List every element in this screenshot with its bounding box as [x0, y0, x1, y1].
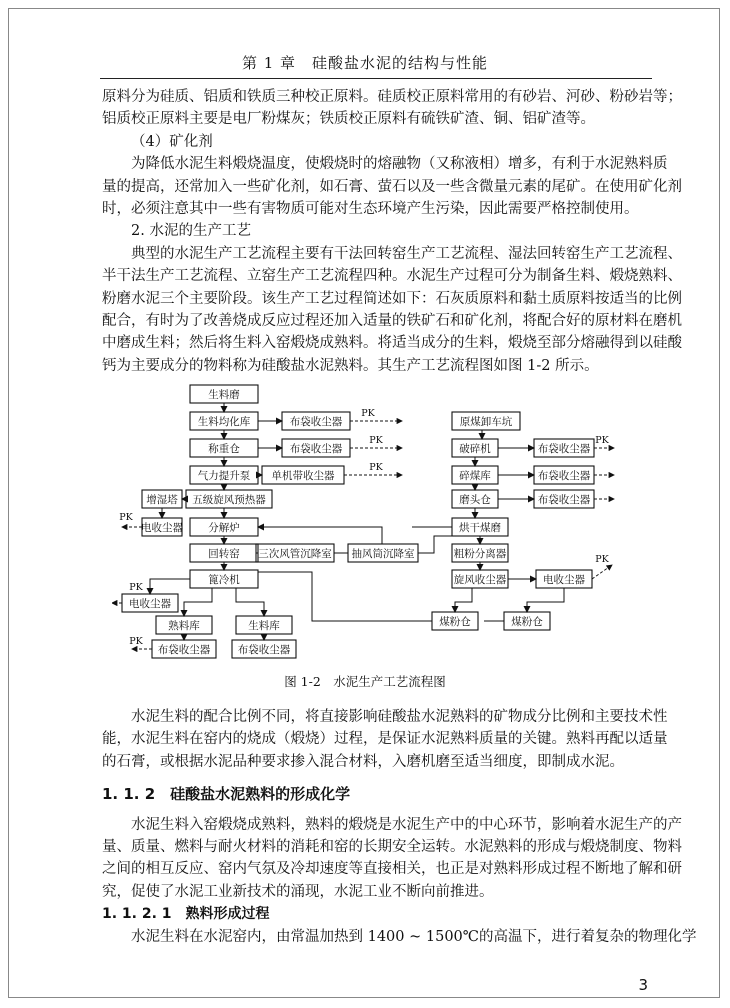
- label-bag-filter-clinker: 布袋收尘器: [157, 644, 211, 656]
- section-heading-mineralizer: （4）矿化剂: [131, 133, 213, 150]
- process-flow-diagram: [112, 380, 617, 660]
- section-heading-1-1-2-1: 1. 1. 2. 1 熟料形成过程: [102, 906, 270, 923]
- pk-label: PK: [129, 582, 143, 593]
- label-pneumatic-pump: 气力提升泵: [197, 470, 251, 482]
- label-rotary-kiln: 回转窑: [208, 548, 240, 560]
- label-bag-filter-mill-head: 布袋收尘器: [537, 494, 591, 506]
- text-line: 究，促使了水泥工业新技术的涌现，水泥工业不断向前推进。: [102, 883, 494, 900]
- label-bag-filter-coal-silo: 布袋收尘器: [537, 470, 591, 482]
- label-crusher: 破碎机: [459, 443, 491, 455]
- page-number: 3: [638, 976, 648, 994]
- text-line: 量的提高，还常加入一些矿化剂，如石膏、萤石以及一些含微量元素的尾矿。在使用矿化剂: [102, 178, 682, 195]
- pk-label: PK: [369, 462, 383, 473]
- label-bag-filter-2: 布袋收尘器: [289, 443, 343, 455]
- text-line: 中磨成生料；然后将生料入窑煅烧成熟料。将适当成分的生料，煅烧至部分熔融得到以硅酸: [102, 335, 682, 352]
- label-raw-meal-silo: 生料库: [248, 620, 280, 632]
- figure-caption: 图 1-2 水泥生产工艺流程图: [284, 674, 446, 689]
- section-heading-process: 2. 水泥的生产工艺: [131, 223, 251, 240]
- text-line: 水泥生料的配合比例不同，将直接影响硅酸盐水泥熟料的矿物成分比例和主要技术性: [131, 709, 668, 725]
- label-esp-left: 电收尘器: [141, 522, 183, 534]
- text-line: 铝质校正原料主要是电厂粉煤灰；铁质校正原料有硫铁矿渣、铜、铝矿渣等。: [102, 111, 595, 128]
- label-homogenizing-silo: 生料均化库: [197, 416, 251, 428]
- pk-label: PK: [119, 512, 133, 523]
- label-coal-bin-1: 煤粉仓: [439, 616, 471, 628]
- label-bag-filter-crusher: 布袋收尘器: [537, 443, 591, 455]
- label-unit-filter: 单机带收尘器: [271, 470, 335, 482]
- text-line: 半干法生产工艺流程、立窑生产工艺流程四种。水泥生产过程可分为制备生料、煅烧熟料、: [102, 268, 682, 285]
- text-line: 水泥生料入窑煅烧成熟料，熟料的煅烧是水泥生产中的中心环节，影响着水泥生产的产: [131, 816, 682, 833]
- label-mill-head-bin: 磨头仓: [459, 494, 491, 506]
- text-line: 配合，有时为了改善烧成反应过程还加入适量的铁矿石和矿化剂，将配合好的原材料在磨机: [102, 313, 682, 330]
- running-head: 第 1 章 硅酸盐水泥的结构与性能: [241, 54, 489, 72]
- text-line: 时，必须注意其中一些有害物质可能对生态环境产生污染，因此需要严格控制使用。: [102, 201, 639, 218]
- text-line: 的石膏，或根据水泥品种要求掺入混合材料，入磨机磨至适当细度，即制成水泥。: [102, 753, 624, 770]
- label-humidifier: 增湿塔: [146, 494, 178, 506]
- label-tertiary-duct-chamber: 三次风管沉降室: [258, 548, 332, 560]
- label-classifier: 粗粉分离器: [453, 548, 507, 560]
- section-heading-1-1-2: 1. 1. 2 硅酸盐水泥熟料的形成化学: [102, 785, 351, 804]
- label-clinker-silo: 熟料库: [168, 620, 200, 632]
- label-bag-filter-1: 布袋收尘器: [289, 416, 343, 428]
- label-coal-bin-2: 煤粉仓: [511, 616, 543, 628]
- label-cyclone: 旋风收尘器: [453, 574, 507, 586]
- text-line: 典型的水泥生产工艺流程主要有干法回转窑生产工艺流程、湿法回转窑生产工艺流程、: [131, 245, 682, 262]
- label-exhaust-chamber: 抽风筒沉降室: [351, 548, 415, 560]
- text-line: 为降低水泥生料煅烧温度，使煅烧时的熔融物（又称液相）增多，有利于水泥熟料质: [131, 156, 668, 173]
- label-coal-mill: 烘干煤磨: [459, 522, 501, 534]
- label-raw-mill: 生料磨: [208, 389, 240, 401]
- pk-label: PK: [595, 435, 609, 446]
- pk-label: PK: [595, 554, 609, 565]
- label-coal-unloading: 原煤卸车坑: [459, 416, 513, 428]
- text-line: 水泥生料在水泥窑内，由常温加热到 1400 ~ 1500℃的高温下，进行着复杂的物理化学: [131, 928, 697, 945]
- pk-label: PK: [369, 435, 383, 446]
- text-line: 粉磨水泥三个主要阶段。该生产工艺过程简述如下：石灰质原料和黏土质原料按适当的比例: [102, 290, 682, 307]
- lower-text: [102, 706, 697, 948]
- text-line: 原料分为硅质、铝质和铁质三种校正原料。硅质校正原料常用的有砂岩、河砂、粉砂岩等；: [102, 89, 682, 105]
- process-flow-figure: [112, 380, 617, 660]
- label-esp-coal: 电收尘器: [543, 574, 585, 586]
- upper-text: [102, 86, 682, 377]
- label-esp-cooler: 电收尘器: [129, 598, 171, 610]
- label-weighing-bin: 称重仓: [208, 443, 240, 455]
- label-preheater: 五级旋风预热器: [192, 494, 266, 506]
- pk-label: PK: [129, 636, 143, 647]
- text-line: 钙为主要成分的物料称为硅酸盐水泥熟料。其生产工艺流程图如图 1-2 所示。: [102, 357, 599, 374]
- pk-label: PK: [361, 408, 375, 419]
- label-grate-cooler: 篦冷机: [208, 574, 240, 586]
- header-rule: [100, 78, 652, 79]
- exhaust-arrow: [592, 565, 612, 579]
- text-line: 量、质量、燃料与耐火材料的消耗和窑的长期安全运转。水泥熟料的形成与煅烧制度、物料: [102, 839, 682, 856]
- text-line: 之间的相互反应、窑内气氛及冷却速度等直接相关，也正是对熟料形成过程不断地了解和研: [102, 861, 682, 878]
- text-line: 能，水泥生料在窑内的烧成（煅烧）过程，是保证水泥熟料质量的关键。熟料再配以适量: [102, 731, 668, 748]
- label-calciner: 分解炉: [208, 522, 240, 534]
- label-crushed-coal-silo: 碎煤库: [459, 470, 491, 482]
- label-bag-filter-meal: 布袋收尘器: [237, 644, 291, 656]
